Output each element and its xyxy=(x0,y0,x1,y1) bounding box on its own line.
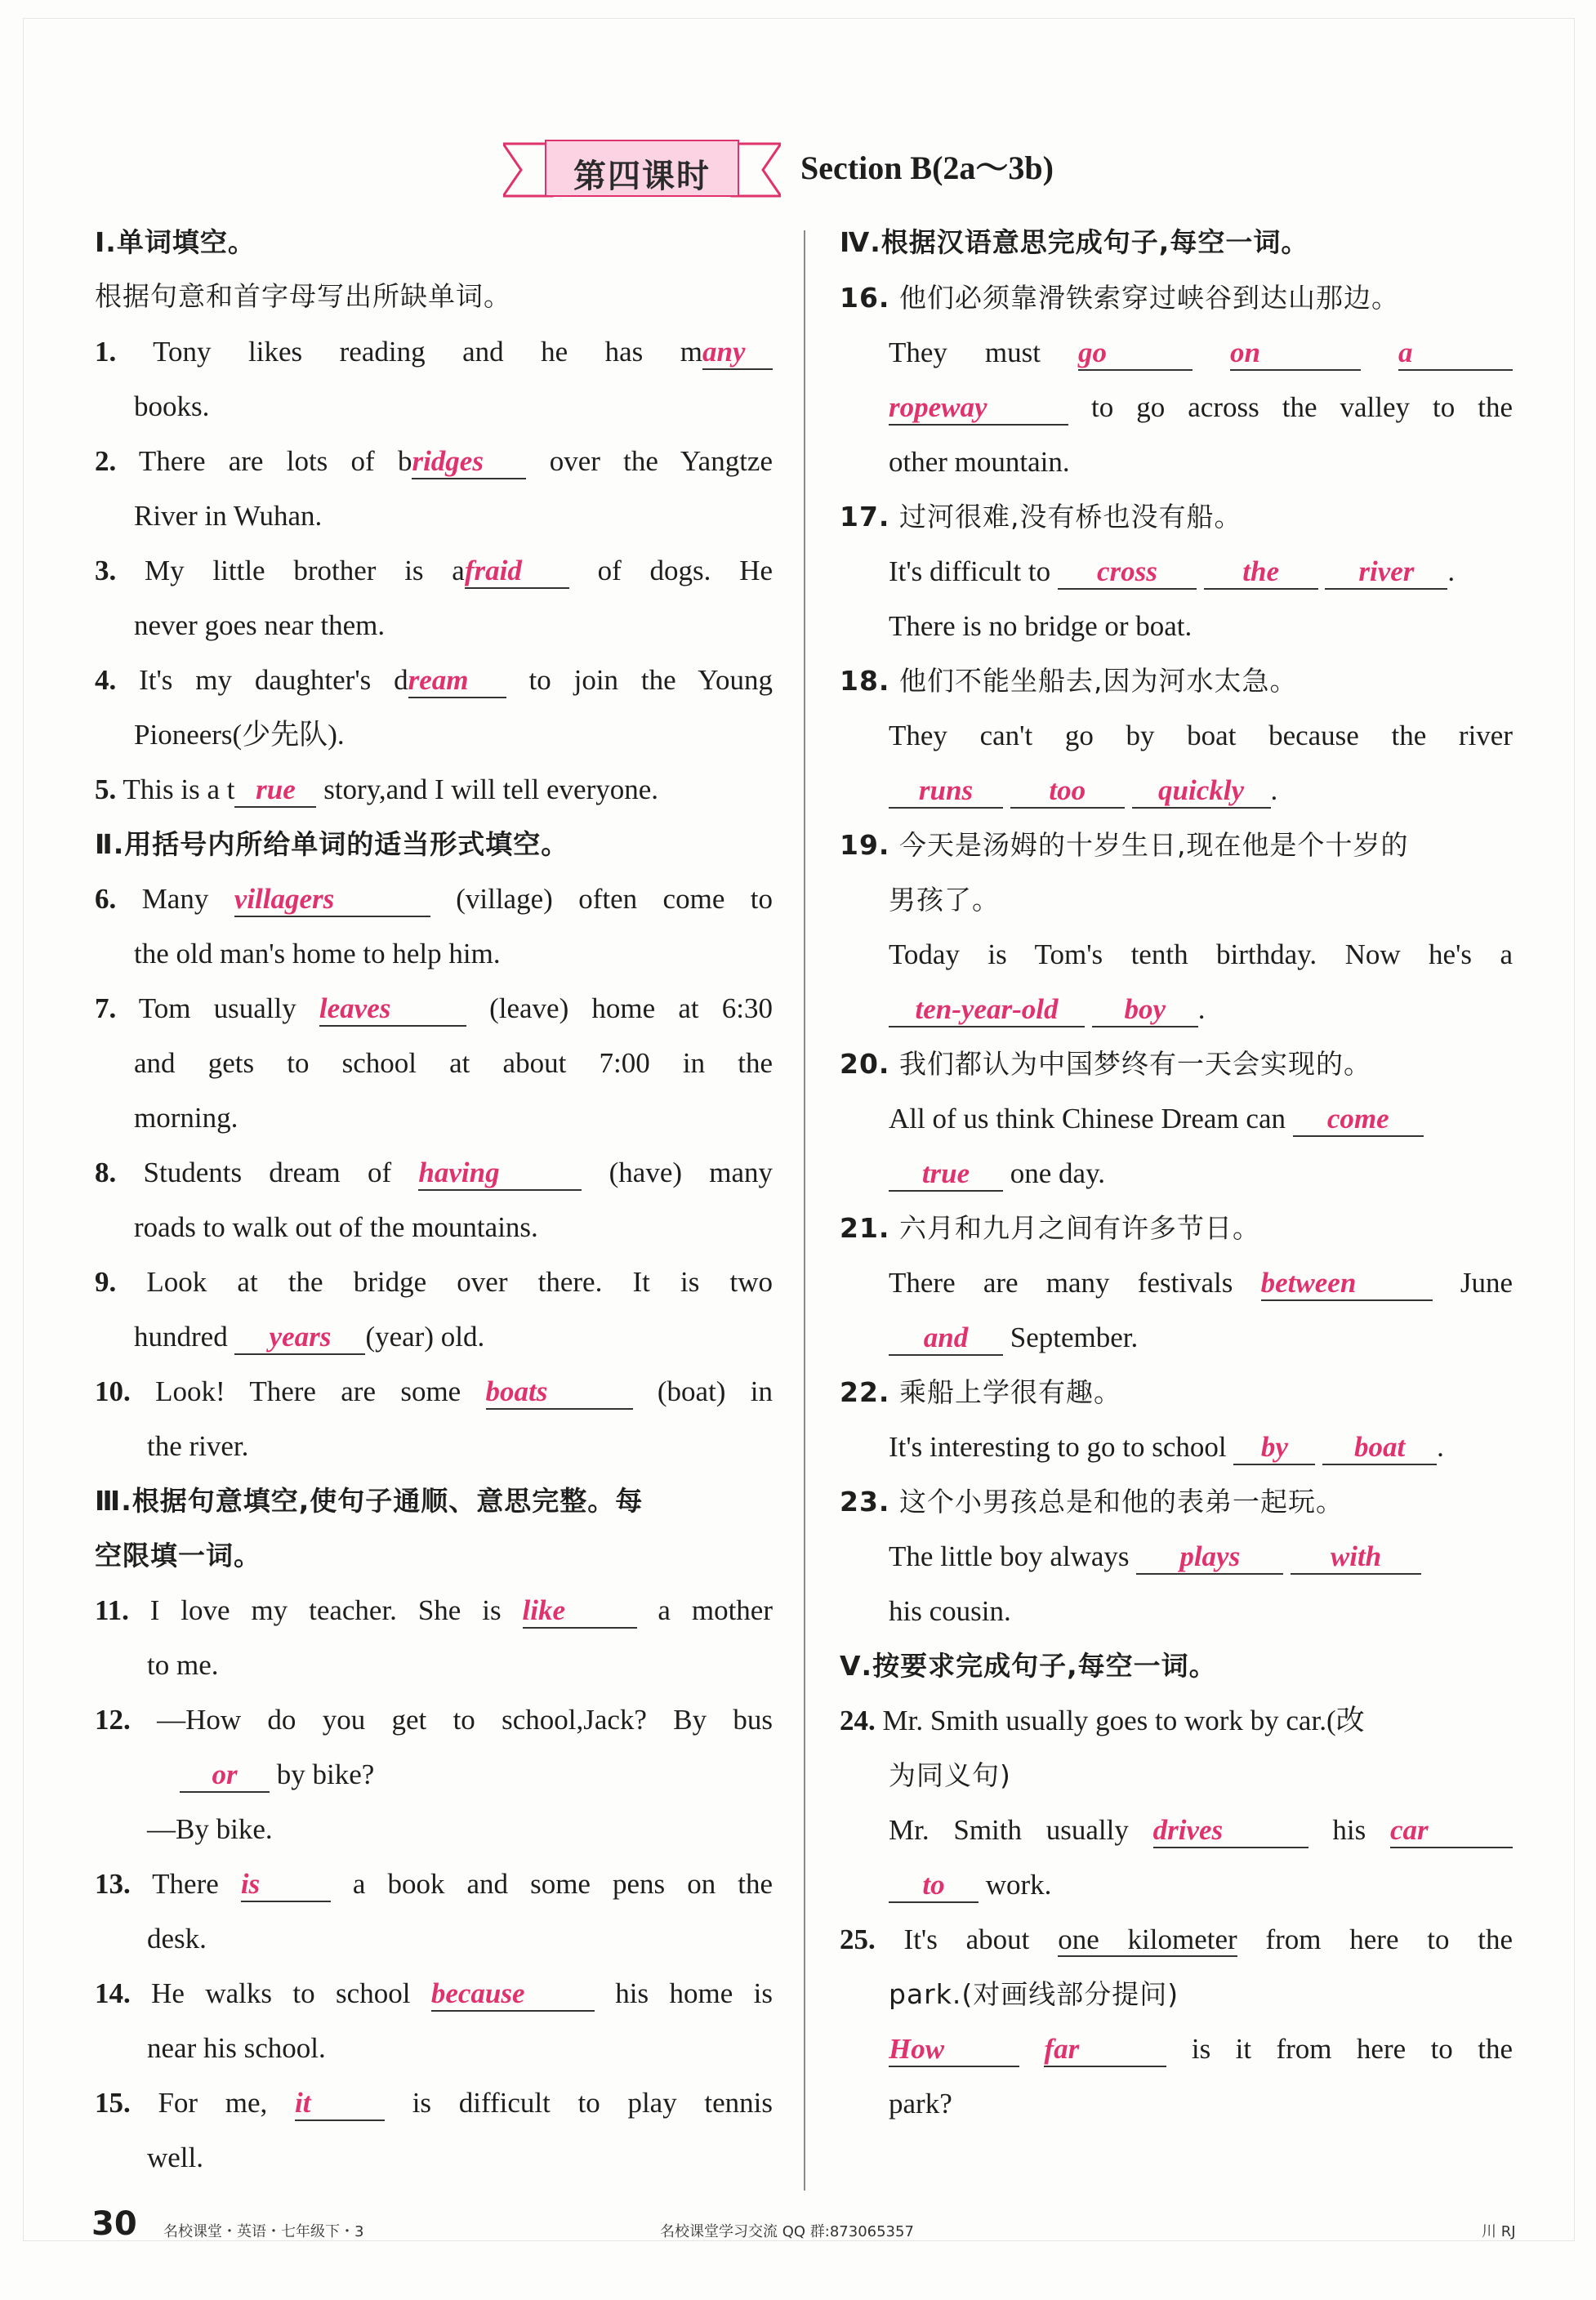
answer-blank[interactable]: ropeway xyxy=(889,391,1068,426)
question-11: 11. I love my teacher. She is like a mother xyxy=(95,1590,773,1631)
question-18: 18. 他们不能坐船去,因为河水太急。 xyxy=(840,665,1298,697)
answer-blank[interactable]: years xyxy=(234,1321,365,1355)
question-14: 14. He walks to school because his home is xyxy=(95,1973,773,2014)
section-2-heading: Ⅱ.用括号内所给单词的适当形式填空。 xyxy=(95,828,569,860)
answer-blank[interactable]: with xyxy=(1291,1540,1421,1575)
edition-code: 川 RJ xyxy=(1482,2223,1516,2240)
answer-blank[interactable]: cross xyxy=(1058,555,1197,590)
lesson-label: 第四课时 xyxy=(573,158,711,195)
answer-blank[interactable]: fraid xyxy=(465,555,569,589)
question-5: 5. This is a t rue story,and I will tell everyone. xyxy=(95,769,658,810)
answer-blank[interactable]: too xyxy=(1010,774,1125,809)
answer-blank[interactable]: ten-year-old xyxy=(889,993,1085,1027)
question-21-en-cont: and September. xyxy=(889,1317,1138,1358)
question-7-cont: and gets to school at about 7:00 in the xyxy=(134,1047,773,1079)
book-info: 名校课堂・英语・七年级下・3 xyxy=(163,2223,364,2240)
question-7-cont-2: morning. xyxy=(134,1102,239,1134)
question-25: 25. It's about one kilometer from here to the xyxy=(840,1923,1513,1955)
page-number: 30 xyxy=(91,2205,137,2243)
question-21-en: There are many festivals between June xyxy=(889,1263,1513,1304)
answer-blank[interactable]: and xyxy=(889,1322,1003,1356)
question-1-cont: books. xyxy=(134,390,210,422)
answer-blank[interactable]: ridges xyxy=(412,445,526,479)
column-divider xyxy=(804,230,805,2191)
answer-blank[interactable]: car xyxy=(1390,1814,1513,1848)
question-15-cont: well. xyxy=(147,2142,204,2173)
question-15: 15. For me, it is difficult to play tennis xyxy=(95,2083,773,2124)
answer-blank[interactable]: true xyxy=(889,1157,1003,1192)
answer-blank[interactable]: it xyxy=(295,2087,385,2121)
question-10-cont: the river. xyxy=(147,1430,249,1462)
lesson-banner xyxy=(503,139,781,201)
answer-blank[interactable]: go xyxy=(1078,337,1193,371)
question-24-answer: Mr. Smith usually drives his car xyxy=(889,1810,1513,1851)
answer-blank[interactable]: river xyxy=(1325,555,1447,590)
question-11-cont: to me. xyxy=(147,1649,219,1681)
qq-group-info: 名校课堂学习交流 QQ 群:873065357 xyxy=(660,2223,914,2240)
question-4: 4. It's my daughter's dream to join the Young xyxy=(95,660,773,701)
question-8-cont: roads to walk out of the mountains. xyxy=(134,1211,538,1243)
question-25-answer-cont: park? xyxy=(889,2088,952,2119)
question-24: 24. Mr. Smith usually goes to work by car.(改 xyxy=(840,1705,1365,1736)
answer-blank[interactable]: boats xyxy=(486,1375,633,1410)
question-20-en: All of us think Chinese Dream can come xyxy=(889,1099,1424,1139)
question-24-answer-cont: to work. xyxy=(889,1865,1051,1906)
answer-blank[interactable]: plays xyxy=(1136,1540,1283,1575)
question-4-cont: Pioneers(少先队). xyxy=(134,719,345,751)
answer-blank[interactable]: quickly xyxy=(1132,774,1271,809)
answer-blank[interactable]: drives xyxy=(1153,1814,1308,1848)
question-17: 17. 过河很难,没有桥也没有船。 xyxy=(840,501,1242,533)
question-23-en-cont: his cousin. xyxy=(889,1595,1011,1627)
question-7: 7. Tom usually leaves (leave) home at 6:30 xyxy=(95,988,773,1029)
question-24-cont: 为同义句) xyxy=(889,1759,1011,1791)
question-19-en-cont: ten-year-old boy . xyxy=(889,989,1206,1030)
answer-blank[interactable]: having xyxy=(418,1157,582,1191)
question-3: 3. My little brother is afraid of dogs. He xyxy=(95,550,773,591)
answer-blank[interactable]: any xyxy=(702,336,773,370)
question-2: 2. There are lots of bridges over the Yangtze xyxy=(95,441,773,482)
question-16-en: They must go on a xyxy=(889,332,1513,373)
section-3-heading-cont: 空限填一词。 xyxy=(95,1540,261,1571)
answer-blank[interactable]: between xyxy=(1261,1267,1433,1301)
page-header xyxy=(0,123,1596,204)
section-3-heading: Ⅲ.根据句意填空,使句子通顺、意思完整。每 xyxy=(95,1485,644,1517)
question-20-en-cont: true one day. xyxy=(889,1153,1105,1194)
answer-blank[interactable]: to xyxy=(889,1869,979,1903)
question-22-en: It's interesting to go to school by boat . xyxy=(889,1427,1444,1468)
question-12-cont: or by bike? xyxy=(180,1754,374,1795)
question-17-en: It's difficult to cross the river . xyxy=(889,551,1455,592)
question-8: 8. Students dream of having (have) many xyxy=(95,1152,773,1193)
question-18-en: They can't go by boat because the river xyxy=(889,720,1513,751)
question-13: 13. There is a book and some pens on the xyxy=(95,1864,773,1905)
question-19-cont: 男孩了。 xyxy=(889,884,1000,916)
question-22: 22. 乘船上学很有趣。 xyxy=(840,1376,1121,1408)
answer-blank[interactable]: villagers xyxy=(234,883,430,917)
question-16: 16. 他们必须靠滑铁索穿过峡谷到达山那边。 xyxy=(840,282,1399,314)
question-number: 1. xyxy=(95,336,117,368)
answer-blank[interactable]: like xyxy=(523,1594,637,1629)
answer-blank[interactable]: How xyxy=(889,2033,1019,2067)
section-title: Section B(2a～3b) xyxy=(800,149,1054,186)
answer-blank[interactable]: by xyxy=(1233,1431,1315,1465)
question-16-en-cont-2: other mountain. xyxy=(889,446,1070,478)
question-2-cont: River in Wuhan. xyxy=(134,500,323,532)
answer-blank[interactable]: come xyxy=(1293,1103,1424,1137)
question-10: 10. Look! There are some boats (boat) in xyxy=(95,1371,773,1412)
section-4-heading: Ⅳ.根据汉语意思完成句子,每空一词。 xyxy=(840,226,1309,258)
section-1-instructions: 根据句意和首字母写出所缺单词。 xyxy=(95,280,511,312)
question-20: 20. 我们都认为中国梦终有一天会实现的。 xyxy=(840,1048,1371,1080)
question-19: 19. 今天是汤姆的十岁生日,现在他是个十岁的 xyxy=(840,829,1409,861)
answer-blank[interactable]: rue xyxy=(234,773,316,808)
question-13-cont: desk. xyxy=(147,1923,207,1955)
question-12: 12. —How do you get to school,Jack? By bus xyxy=(95,1704,773,1736)
answer-blank[interactable]: a xyxy=(1398,337,1513,371)
answer-blank[interactable]: on xyxy=(1230,337,1361,371)
answer-blank[interactable]: boat xyxy=(1322,1431,1437,1465)
question-23-en: The little boy always plays with xyxy=(889,1536,1421,1577)
question-14-cont: near his school. xyxy=(147,2032,326,2064)
question-25-answer: How far is it from here to the xyxy=(889,2029,1513,2070)
answer-blank[interactable]: boy xyxy=(1092,993,1198,1027)
answer-blank[interactable]: the xyxy=(1204,555,1318,590)
question-25-cont: park.(对画线部分提问) xyxy=(889,1978,1179,2010)
answer-blank[interactable]: far xyxy=(1044,2033,1166,2067)
question-16-en-cont: ropeway to go across the valley to the xyxy=(889,387,1513,428)
question-9-cont: hundred years (year) old. xyxy=(134,1317,484,1357)
question-6: 6. Many villagers (village) often come to xyxy=(95,879,773,920)
answer-blank[interactable]: runs xyxy=(889,774,1003,809)
question-17-en-cont: There is no bridge or boat. xyxy=(889,610,1193,642)
question-9: 9. Look at the bridge over there. It is two xyxy=(95,1266,773,1298)
page-footer xyxy=(0,2205,1596,2254)
question-18-en-cont: runs too quickly . xyxy=(889,770,1277,811)
answer-blank[interactable]: ream xyxy=(408,664,506,698)
question-23: 23. 这个小男孩总是和他的表弟一起玩。 xyxy=(840,1486,1344,1518)
answer-blank[interactable]: is xyxy=(241,1868,331,1902)
question-19-en: Today is Tom's tenth birthday. Now he's a xyxy=(889,938,1513,970)
question-3-cont: never goes near them. xyxy=(134,609,386,641)
answer-blank[interactable]: or xyxy=(180,1758,270,1793)
section-1-heading: Ⅰ.单词填空。 xyxy=(95,226,256,258)
answer-blank[interactable]: leaves xyxy=(319,992,466,1027)
answer-blank[interactable]: because xyxy=(431,1977,595,2012)
question-21: 21. 六月和九月之间有许多节日。 xyxy=(840,1212,1260,1244)
underlined-phrase: one kilometer xyxy=(1058,1923,1237,1955)
section-5-heading: Ⅴ.按要求完成句子,每空一词。 xyxy=(840,1650,1217,1682)
question-6-cont: the old man's home to help him. xyxy=(134,938,501,969)
question-12-cont-2: —By bike. xyxy=(147,1813,273,1845)
question-1: 1. Tony likes reading and he has many xyxy=(95,332,773,372)
